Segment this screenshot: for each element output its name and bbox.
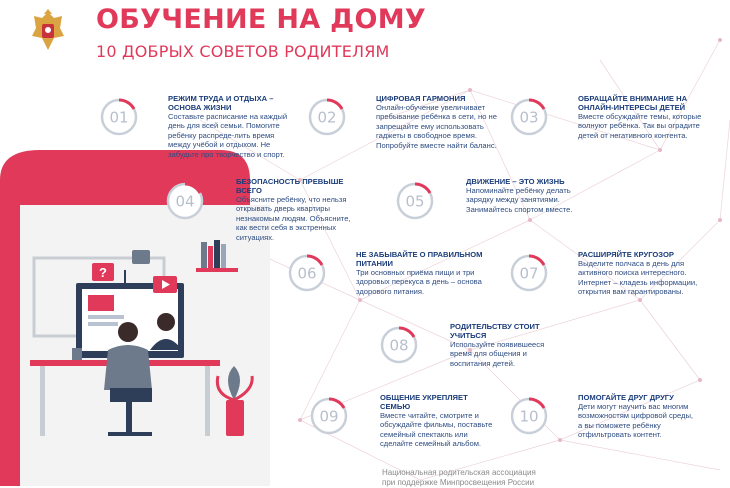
tip-number-badge <box>510 254 548 292</box>
tip-07 <box>578 250 704 297</box>
tip-text: Дети могут научить вас многим возможностям цифровой среды, а вы поможете ребёнку отфильтровать контент. <box>578 402 694 440</box>
ministry-emblem-icon <box>28 8 68 54</box>
tip-number-badge <box>100 98 138 136</box>
tip-text: Онлайн-обучение увеличивает пребывание ребёнка в сети, но не запрещайте ему использовать гаджеты в свободное время. Попробуйте вместе найти баланс. <box>376 103 497 150</box>
tip-number-badge <box>308 98 346 136</box>
tip-number: 03 <box>519 108 539 127</box>
tip-heading: РАСШИРЯЙТЕ КРУГОЗОР <box>578 250 674 259</box>
tip-text: Три основных приёма пищи и три здоровых перекуса в день – основа здорового питания. <box>356 268 482 296</box>
tip-heading: РЕЖИМ ТРУДА И ОТДЫХА – ОСНОВА ЖИЗНИ <box>168 94 274 112</box>
tip-text: Составьте расписание на каждый день для всей семьи. Помогите ребёнку распреде-лить время между учёбой и отдыхом. Не забудьте про творчество и спорт. <box>168 112 288 159</box>
tip-heading: БЕЗОПАСНОСТЬ ПРЕВЫШЕ ВСЕГО <box>236 177 344 195</box>
page-title: ОБУЧЕНИЕ НА ДОМУ <box>96 4 427 35</box>
tip-number-badge <box>166 182 204 220</box>
tip-number: 07 <box>519 264 539 283</box>
tip-heading: ПОМОГАЙТЕ ДРУГ ДРУГУ <box>578 393 674 402</box>
tip-number: 01 <box>109 108 129 127</box>
tip-number: 04 <box>175 192 195 211</box>
tip-text: Напоминайте ребёнку делать зарядку между занятиями. Занимайтесь спортом вместе. <box>466 186 573 214</box>
tip-heading: ОБЩЕНИЕ УКРЕПЛЯЕТ СЕМЬЮ <box>380 393 468 411</box>
tip-heading: ЦИФРОВАЯ ГАРМОНИЯ <box>376 94 466 103</box>
tip-number-badge <box>396 182 434 220</box>
svg-text:?: ? <box>99 265 107 280</box>
tip-text: Вместе обсуждайте темы, которые волнуют ребёнка. Так вы оградите детей от негативного контента. <box>578 112 702 140</box>
tip-text: Вместе читайте, смотрите и обсуждайте фильмы, поставьте семейный спектакль или сделайте семейный альбом. <box>380 411 493 449</box>
tip-number-badge <box>310 397 348 435</box>
tip-04 <box>236 177 352 242</box>
tip-02 <box>376 94 502 150</box>
tip-01 <box>168 94 298 159</box>
tip-number: 05 <box>405 192 425 211</box>
tip-10 <box>578 393 694 440</box>
tip-03 <box>578 94 704 140</box>
tip-number-badge <box>288 254 326 292</box>
footer <box>382 468 536 488</box>
tip-number: 08 <box>389 336 409 355</box>
tip-number: 02 <box>317 108 337 127</box>
tip-text: Выделите полчаса в день для активного поиска интересного. Интернет – кладезь информации, открытия вам гарантированы. <box>578 259 698 297</box>
tip-heading: ДВИЖЕНИЕ – ЭТО ЖИЗНЬ <box>466 177 565 186</box>
tip-05 <box>466 177 592 214</box>
tip-06 <box>356 250 486 296</box>
tip-09 <box>380 393 494 449</box>
tip-08 <box>450 322 560 368</box>
footer-line: Национальная родительская ассоциация <box>382 468 536 477</box>
tip-number-badge <box>510 98 548 136</box>
tip-text: Используйте появившееся время для общения и воспитания детей. <box>450 340 545 368</box>
tip-heading: НЕ ЗАБЫВАЙТЕ О ПРАВИЛЬНОМ ПИТАНИИ <box>356 250 483 268</box>
tip-number: 10 <box>519 407 539 426</box>
tip-heading: ОБРАЩАЙТЕ ВНИМАНИЕ НА ОНЛАЙН-ИНТЕРЕСЫ ДЕТЕЙ <box>578 94 688 112</box>
tip-number-badge <box>510 397 548 435</box>
tip-number-badge <box>380 326 418 364</box>
illustration <box>0 150 270 486</box>
page-subtitle: 10 ДОБРЫХ СОВЕТОВ РОДИТЕЛЯМ <box>96 42 390 61</box>
tip-heading: РОДИТЕЛЬСТВУ СТОИТ УЧИТЬСЯ <box>450 322 540 340</box>
tip-text: Объясните ребёнку, что нельзя открывать дверь квартиры незнакомым людям. Объясните, как вести себя в экстренных ситуациях. <box>236 195 351 242</box>
footer-line: при поддержке Минпросвещения России <box>382 478 535 487</box>
tip-number: 06 <box>297 264 317 283</box>
tip-number: 09 <box>319 407 339 426</box>
